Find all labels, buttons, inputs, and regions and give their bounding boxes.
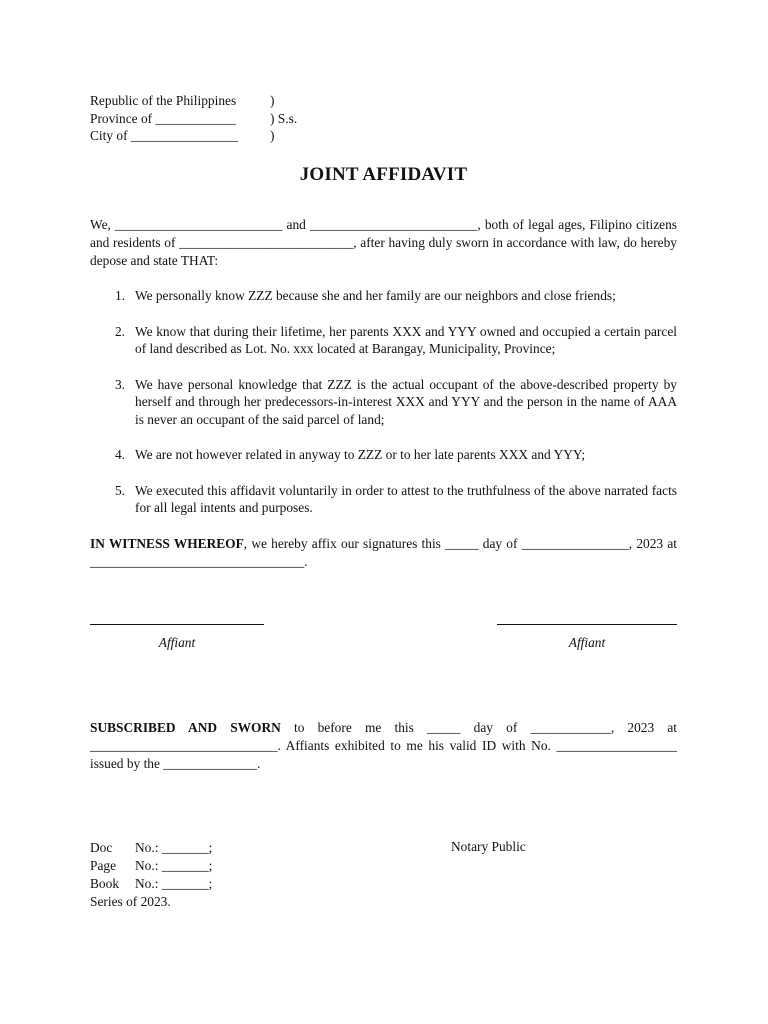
signature-line	[497, 610, 677, 625]
document-title: JOINT AFFIDAVIT	[299, 164, 468, 185]
caption-republic: Republic of the Philippines	[90, 93, 237, 108]
venue-caption	[90, 92, 297, 145]
list-item	[90, 376, 677, 429]
jurat-paragraph	[90, 719, 677, 773]
witness-heading: IN WITNESS WHEREOF	[90, 536, 244, 551]
notary-public-label: Notary Public	[451, 839, 526, 854]
item-number: 3.	[114, 376, 125, 392]
item-text: We are not however related in anyway to ZZZ or to her late parents XXX and YYY;	[135, 447, 586, 462]
affidavit-page	[90, 0, 677, 1024]
notarial-register	[90, 839, 212, 911]
page-value: No.: _______;	[135, 858, 213, 873]
item-number: 5.	[114, 482, 125, 498]
doc-key: Doc	[90, 840, 113, 855]
doc-value: No.: _______;	[135, 840, 213, 855]
item-text: We have personal knowledge that ZZZ is the actual occupant of the above-described property by herself and through her predecessors-in-interest XXX and YYY and the person in the name of AAA is never an occupant of the said parcel of land;	[135, 376, 677, 427]
page-key: Page	[90, 858, 117, 873]
item-number: 2.	[114, 323, 125, 339]
signature-line	[90, 610, 264, 625]
caption-province: Province of ____________	[90, 110, 236, 126]
affiant-label: Affiant	[568, 635, 606, 650]
list-item	[90, 323, 677, 358]
book-key: Book	[90, 876, 120, 891]
list-item	[90, 287, 677, 305]
statement-list	[90, 287, 677, 535]
list-item	[90, 482, 677, 517]
intro-paragraph: We, _________________________ and _________________________, both of legal ages, Filipino citizens and residents of __________________________, after having duly sworn in accordance with law, do hereby depose and state THAT:	[90, 217, 677, 268]
caption-ss: ) S.s.	[270, 110, 298, 126]
item-text: We executed this affidavit voluntarily in order to attest to the truthfulness of the above narrated facts for all legal intents and purposes.	[135, 482, 677, 515]
caption-paren-3: )	[270, 128, 275, 143]
caption-paren-1: )	[270, 93, 275, 108]
affiant-signature-right	[497, 610, 677, 651]
witness-text: , we hereby affix our signatures this _____ day of ________________, 2023 at ________________________________.	[90, 536, 677, 569]
caption-city: City of ________________	[90, 128, 239, 143]
item-number: 4.	[114, 447, 125, 462]
list-item	[90, 446, 677, 464]
jurat-text: to before me this _____ day of ____________, 2023 at ____________________________. Affiants exhibited to me his valid ID with No. __________________ issued by the ______________.	[90, 720, 677, 771]
affiant-label: Affiant	[158, 635, 196, 650]
affiant-signature-left	[90, 610, 264, 651]
item-text: We personally know ZZZ because she and her family are our neighbors and close friends;	[135, 288, 616, 303]
item-number: 1.	[114, 288, 125, 303]
series-line: Series of 2023.	[90, 894, 171, 909]
item-text: We know that during their lifetime, her parents XXX and YYY owned and occupied a certain parcel of land described as Lot. No. xxx located at Barangay, Municipality, Province;	[135, 323, 677, 356]
book-value: No.: _______;	[135, 876, 213, 891]
jurat-heading: SUBSCRIBED AND SWORN	[90, 720, 281, 735]
witness-paragraph	[90, 535, 677, 571]
